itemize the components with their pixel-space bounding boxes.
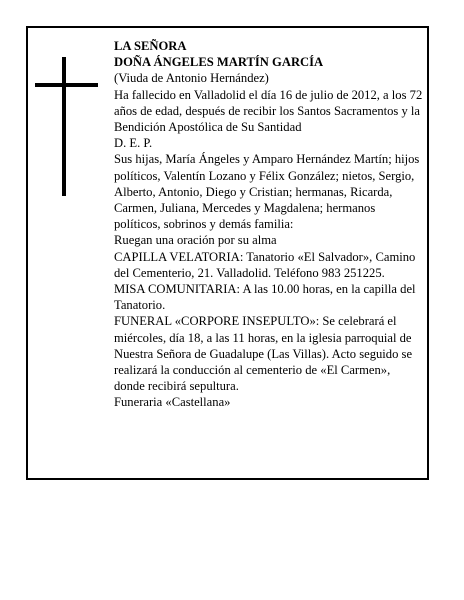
death-announcement: Ha fallecido en Valladolid el día 16 de julio de 2012, a los 72 años de edad, después de recibir los Santos Sacramentos y la Bendición Apostólica de Su Santidad bbox=[114, 87, 423, 135]
rip-line: D. E. P. bbox=[114, 136, 153, 151]
mass-info: MISA COMUNITARIA: A las 10.00 horas, en la capilla del Tanatorio. bbox=[114, 282, 416, 313]
funeral-home: Funeraria «Castellana» bbox=[114, 395, 231, 410]
prayer-request: Ruegan una oración por su alma bbox=[114, 233, 277, 248]
cross-icon-bar bbox=[35, 83, 98, 87]
deceased-name: DOÑA ÁNGELES MARTÍN GARCÍA bbox=[114, 55, 324, 70]
widow-line: (Viuda de Antonio Hernández) bbox=[114, 71, 269, 86]
chapel-info: CAPILLA VELATORIA: Tanatorio «El Salvador», Camino del Cementerio, 21. Valladolid. Teléfono 983 251225. bbox=[114, 249, 416, 280]
cross-icon bbox=[62, 57, 66, 196]
family-list: Sus hijas, María Ángeles y Amparo Hernández Martín; hijos políticos, Valentín Lozano y Félix González; nietos, Sergio, Alberto, Antonio, Diego y Cristian; hermanas, Ricarda, Carmen, Juliana, Mercedes y Magdalena; hermanos políticos, sobrinos y demás familia: bbox=[114, 152, 420, 232]
funeral-info: FUNERAL «CORPORE INSEPULTO»: Se celebrará el miércoles, día 18, a las 11 horas, en la iglesia parroquial de Nuestra Señora de Guadalupe (Las Villas). Acto seguido se realizará la conducción al cementerio de «El Carmen», donde recibirá sepultura. bbox=[114, 314, 413, 394]
obituary-text bbox=[114, 38, 423, 411]
notice-title: LA SEÑORA bbox=[114, 39, 187, 53]
